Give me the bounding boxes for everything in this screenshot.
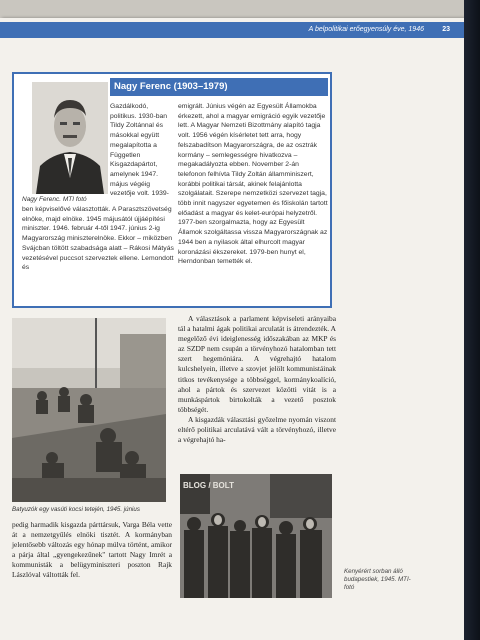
train-photo-image [12,318,166,502]
queue-photo-caption: Kenyérért sorban álló budapestiek, 1945. MTI-fotó [344,568,411,591]
book-spine [464,0,480,640]
left-column-text [12,520,172,581]
biography-box [12,72,332,308]
train-photo [12,318,166,502]
queue-photo-image [180,474,332,598]
bio-text-col1-top [110,102,172,199]
bio-title: Nagy Ferenc (1903–1979) [114,81,228,92]
portrait-caption: Nagy Ferenc. MTI fotó [22,196,87,203]
article-paragraph: A kisgazdák választási győzelme nyomán viszont eltérő politikai arculatává vált a törvényhozó, illetve a végrehajtó ha- [178,414,336,445]
bio-text-col2 [178,102,328,267]
running-title: A belpolitikai erőegyensúly éve, 1946 [308,26,424,33]
main-article-text [178,314,336,445]
portrait-photo [32,82,108,194]
bio-paragraph: ben képviselővé választották. A Parasztszövetség elnöke, majd elnöke. 1945 májusától újjáépítési miniszter. 1946. február 4-től 1947. június 2-ig Magyarország miniszterelnöke. Ekkor – miközben Svájcban töltött szabadsága alatt – Rákosi Mátyás vezetésével puccsot szerveztek ellene. Lemondott és [22,206,174,272]
article-paragraph: pedig harmadik kisgazda párttársuk, Varga Béla vette át a nemzetgyűlés elnöki tisztét. A kormányban jelentősebb változás egy hónap múlva történt, amikor a párja által „gyengekezűnek" tartott Nagy Imrét a kommunisták a belügyminiszteri poszton Rajk Lászlóval váltották fel. [12,520,172,580]
portrait-image [32,82,108,194]
queue-photo [180,474,332,598]
page-number: 23 [442,26,450,33]
bio-title-bar [110,78,328,96]
bio-paragraph: Gazdálkodó, politikus. 1930-ban Tildy Zoltánnal és másokkal együtt megalapította a Független Kisgazdapártot, amelynek 1947. május végéig vezetője volt. 1939- [110,103,169,198]
article-paragraph: A választások a parlament képviseleti arányaiba tál a hatalmi ágak politikai arculatát is átrendezték. A megelőző évi ideiglenesség időszakában az MKP és az SZDP nem csupán a törvényhozó hatalomban tett szert hegemóniára. A végrehajtó hatalom kulcshelyein, illetve a szovjet jelölt kommunistáinak titkos tevékenysége a többséggel, kormánykoalíció, ahol a pártok és szervezet közötti vitát is a munkáspártok birtokolták a vezető posztok többségét. [178,314,336,414]
train-photo-caption: Batyuzók egy vasúti kocsi tetején, 1945. június [12,506,140,513]
bio-paragraph: emigrált. Június végén az Egyesült Államokba érkezett, ahol a magyar emigráció egyik vezetője lett. A Magyar Nemzeti Bizottmány alapító tagja volt. 1956 végén kísérletet tett arra, hogy felszabadítson Magyarországra, de az osztrák kormány – semlegességre hivatkozva – megakadályozta ebben. November 2-án telefonon felhívta Tildy Zoltán államminiszert, korábbi politikai társát, akinek felajánlotta szolgálatait. Szerepe nemzetközi szervezet tagja, több innit nagyszer egyetemen és főiskolán tartott előadást a magyar és kelet-európai helyzetről. 1977-ben szorgalmazta, hogy az Egyesült Államok szolgáltassa vissza Magyarországnak az 1944 ben a nyilasok által elhurcolt magyar koronázási ékszereket. 1979-ben hunyt el, Herndonban temették el. [178,103,328,266]
running-header [0,22,464,38]
queue-photo-sign: BLOG / BOLT [183,481,234,490]
bio-text-col1-bottom [22,205,174,273]
